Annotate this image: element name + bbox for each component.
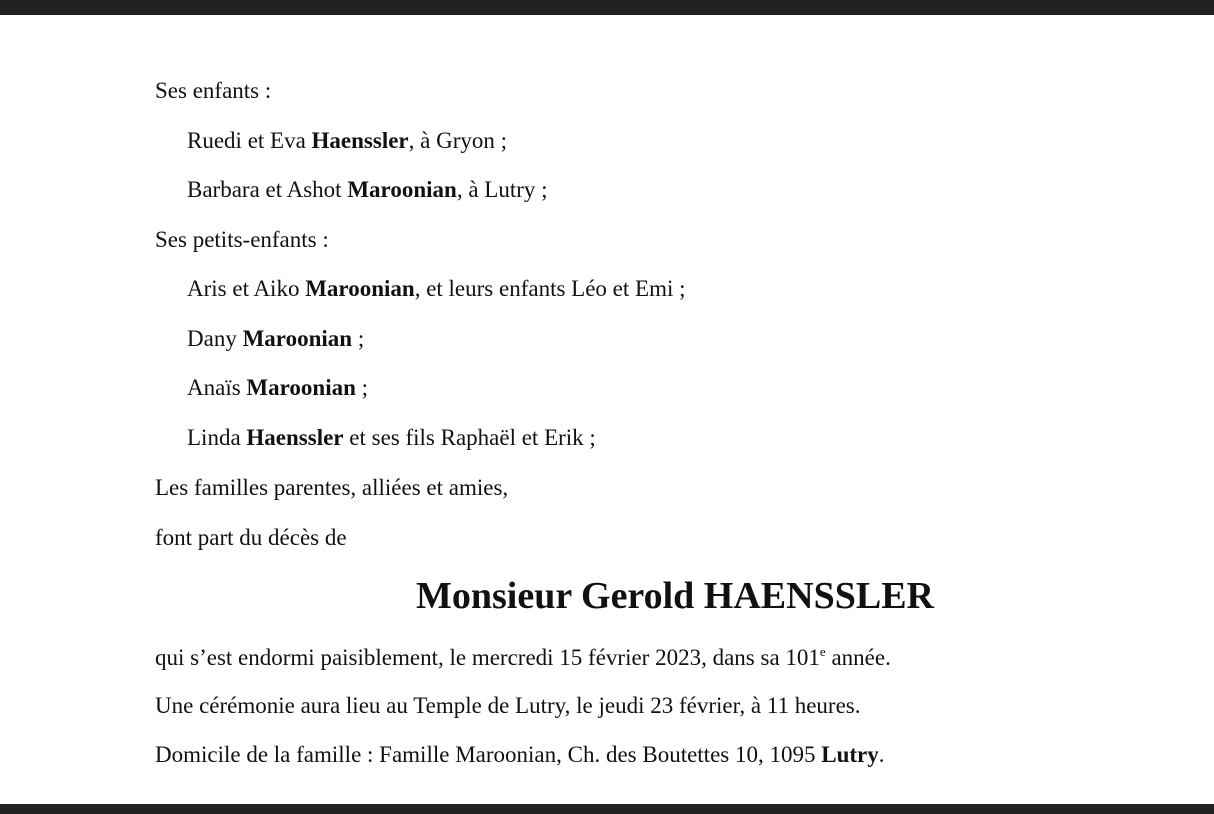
child-surname: Haenssler — [311, 128, 409, 153]
deceased-name: Monsieur Gerold HAENSSLER — [415, 575, 934, 617]
grandchild-name: Dany — [187, 326, 243, 351]
child-place: , à Gryon ; — [408, 128, 508, 153]
death-text-end: année. — [825, 645, 891, 670]
grandchild-detail: , et leurs enfants Léo et Emi ; — [414, 276, 686, 301]
domicile-end: . — [878, 742, 885, 767]
grandchild-surname: Maroonian — [305, 276, 415, 301]
grandchild-line — [187, 374, 368, 402]
child-line — [187, 127, 507, 155]
child-line — [187, 176, 548, 204]
families-line: Les familles parentes, alliées et amies, — [155, 475, 509, 500]
announce-line: font part du décès de — [155, 525, 347, 550]
grandchild-surname: Maroonian — [246, 375, 356, 400]
domicile-line — [155, 741, 885, 769]
grandchild-name: Linda — [187, 425, 247, 450]
grandchild-surname: Maroonian — [242, 326, 353, 351]
ordinal-suffix: e — [819, 644, 826, 659]
grandchild-detail: ; — [352, 326, 365, 351]
child-place: , à Lutry ; — [456, 177, 548, 202]
child-name: Ruedi et Eva — [187, 128, 312, 153]
grandchild-line — [187, 325, 364, 353]
top-border — [0, 0, 1214, 15]
grandchild-detail: ; — [355, 375, 369, 400]
grandchild-detail: et ses fils Raphaël et Erik ; — [343, 425, 596, 450]
child-surname: Maroonian — [347, 177, 457, 202]
grandchild-line — [187, 424, 596, 452]
ceremony-line: Une cérémonie aura lieu au Temple de Lutry, le jeudi 23 février, à 11 heures. — [155, 693, 861, 718]
children-heading: Ses enfants : — [155, 78, 272, 103]
grandchild-line — [187, 275, 686, 303]
bottom-border — [0, 804, 1214, 814]
domicile-town: Lutry — [821, 742, 879, 767]
domicile-address: Domicile de la famille : Famille Maroonian, Ch. des Boutettes 10, 1095 — [155, 742, 822, 767]
grandchildren-heading: Ses petits-enfants : — [155, 227, 329, 252]
child-name: Barbara et Ashot — [187, 177, 348, 202]
grandchild-surname: Haenssler — [246, 425, 344, 450]
death-text: qui s’est endormi paisiblement, le mercredi 15 février 2023, dans sa 101 — [155, 645, 820, 670]
grandchild-name: Anaïs — [187, 375, 247, 400]
death-line — [155, 644, 891, 672]
grandchild-name: Aris et Aiko — [187, 276, 306, 301]
